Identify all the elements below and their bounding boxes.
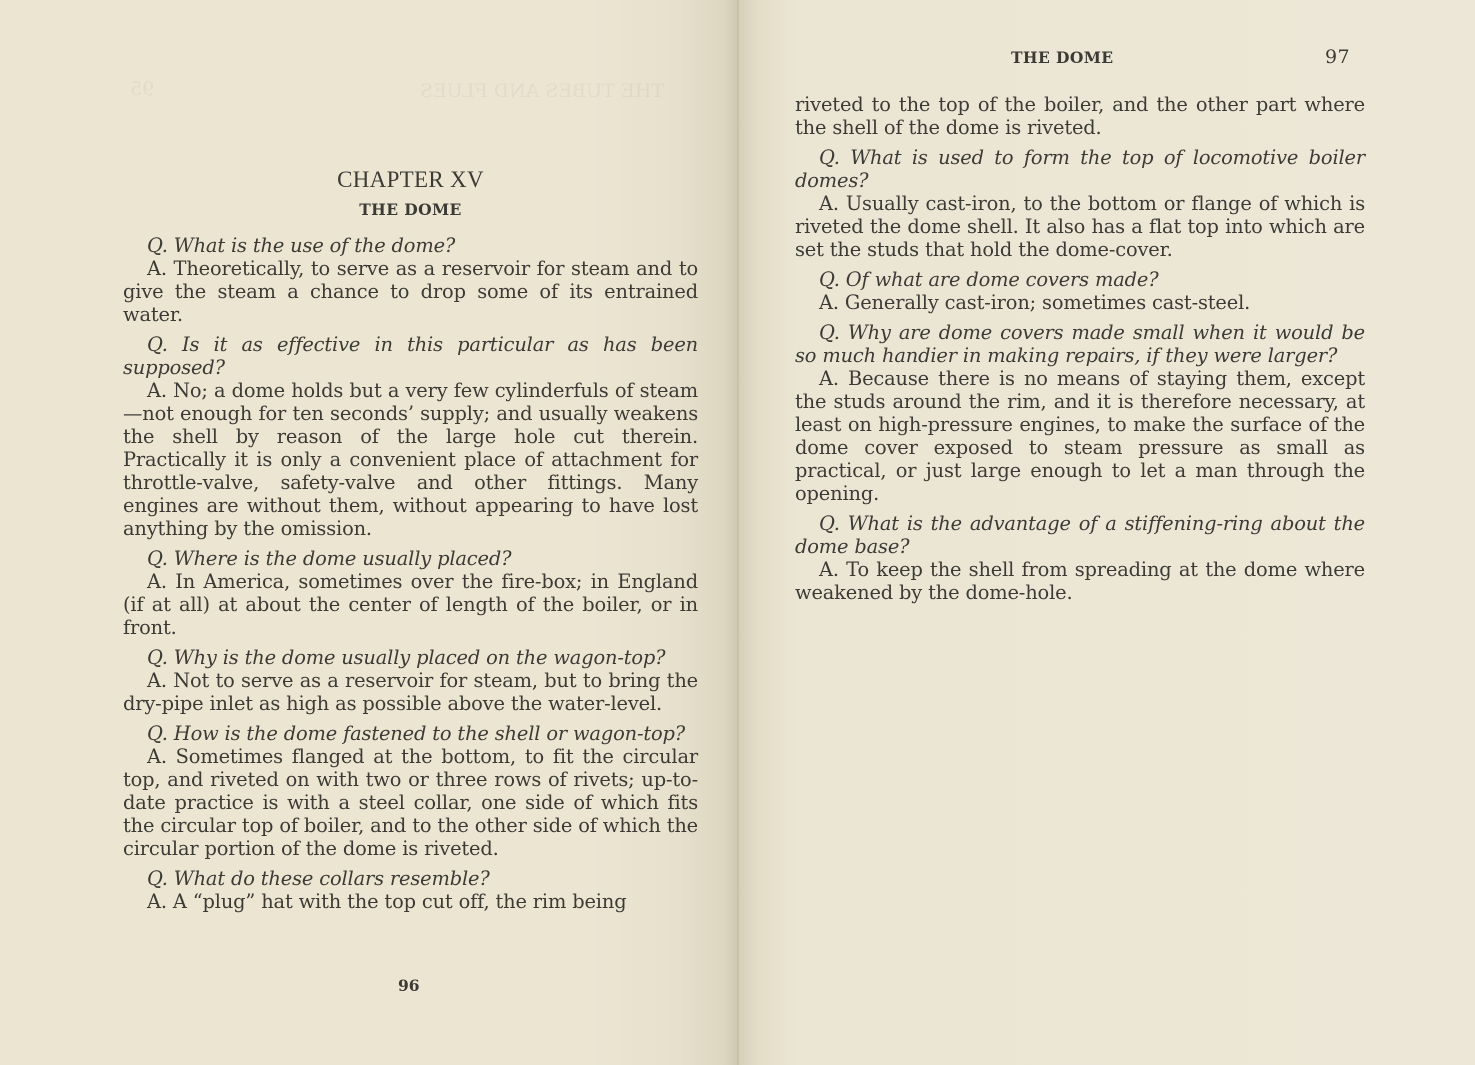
qa-item (123, 333, 698, 540)
page-number: 96 (398, 976, 420, 995)
continued-answer (795, 93, 1365, 139)
question: Q. Where is the dome usually placed? (147, 547, 512, 570)
running-title: THE DOME (1011, 48, 1114, 67)
answer: A. Sometimes flanged at the bottom, to fit the circular top, and riveted on with two or three rows of rivets; up-to-date practice is with a steel collar, one side of which fits the circular top of boiler, and to the other side of which the circular portion of the dome is riveted. (123, 745, 698, 860)
left-page-body (123, 166, 698, 920)
qa-item (795, 268, 1365, 314)
bleed-through-text: THE TUBES AND FLUES (420, 80, 665, 102)
question: Q. What is the use of the dome? (147, 234, 456, 257)
question: Q. What do these collars resemble? (147, 867, 490, 890)
question: Q. Why are dome covers made small when it would be so much handier in making repairs, if they were larger? (795, 321, 1365, 367)
answer: A. Usually cast-iron, to the bottom or flange of which is riveted the dome shell. It also has a flat top into which are set the studs that hold the dome-cover. (795, 192, 1365, 261)
qa-item (795, 512, 1365, 604)
qa-item (123, 867, 698, 913)
answer: A. Generally cast-iron; sometimes cast-steel. (819, 291, 1251, 314)
answer: A. To keep the shell from spreading at the dome where weakened by the dome-hole. (795, 558, 1365, 604)
bleed-through-page-number: 95 (130, 78, 155, 100)
right-page (738, 0, 1475, 1065)
book-gutter (737, 0, 739, 1065)
answer: A. Not to serve as a reservoir for steam, but to bring the dry-pipe inlet as high as possible above the water-level. (123, 669, 698, 715)
qa-item (795, 146, 1365, 261)
chapter-number: CHAPTER XV (337, 167, 484, 192)
question: Q. What is the advantage of a stiffening-ring about the dome base? (795, 512, 1365, 558)
answer: A. Because there is no means of staying them, except the studs around the rim, and it is therefore necessary, at least on high-pressure engines, to make the surface of the dome cover exposed to steam pressure as small as practical, or just large enough to let a man through the opening. (795, 367, 1365, 505)
qa-item (123, 722, 698, 860)
qa-item (123, 234, 698, 326)
qa-item (795, 321, 1365, 505)
question: Q. What is used to form the top of locomotive boiler domes? (795, 146, 1365, 192)
answer: A. Theoretically, to serve as a reservoir for steam and to give the steam a chance to drop some of its entrained water. (123, 257, 698, 326)
right-page-body (795, 93, 1365, 611)
answer: A. A “plug” hat with the top cut off, the rim being (147, 890, 627, 913)
qa-item (123, 547, 698, 639)
qa-item (123, 646, 698, 715)
question: Q. How is the dome fastened to the shell or wagon-top? (147, 722, 686, 745)
question: Q. Is it as effective in this particular as has been supposed? (123, 333, 698, 379)
page-number: 97 (1325, 46, 1350, 68)
chapter-title: THE DOME (359, 200, 462, 219)
running-header (738, 46, 1475, 70)
question: Q. Why is the dome usually placed on the wagon-top? (147, 646, 666, 669)
answer: A. No; a dome holds but a very few cylinderfuls of steam—not enough for ten seconds’ supply; and usually weakens the shell by reason of the large hole cut therein. Practically it is only a convenient place of attachment for throttle-valve, safety-valve and other fittings. Many engines are without them, without appearing to have lost anything by the omission. (123, 379, 698, 540)
answer: A. In America, sometimes over the fire-box; in England (if at all) at about the center of length of the boiler, or in front. (123, 570, 698, 639)
answer-continuation: riveted to the top of the boiler, and the other part where the shell of the dome is riveted. (795, 93, 1365, 139)
question: Q. Of what are dome covers made? (819, 268, 1159, 291)
